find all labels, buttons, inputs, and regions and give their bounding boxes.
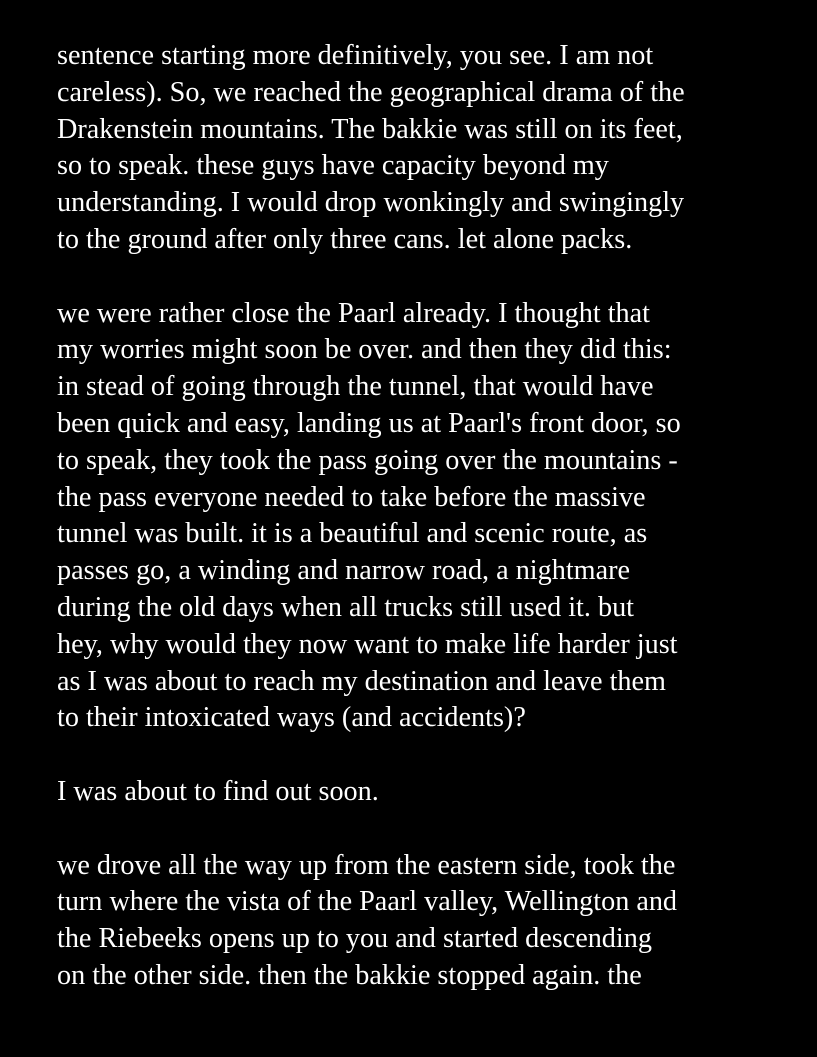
paragraph-gap [57, 737, 797, 774]
text-line: we were rather close the Paarl already. I thought that [57, 297, 650, 329]
paragraph-gap [57, 259, 797, 296]
text-line: passes go, a winding and narrow road, a nightmare [57, 555, 630, 587]
paragraph [57, 774, 797, 811]
paragraph [57, 38, 797, 259]
text-line: been quick and easy, landing us at Paarl's front door, so [57, 407, 681, 439]
text-line: as I was about to reach my destination and leave them [57, 665, 666, 697]
text-line: to speak, they took the pass going over the mountains - [57, 444, 678, 476]
paragraph [57, 848, 797, 995]
paragraph-gap [57, 811, 797, 848]
text-line: careless). So, we reached the geographical drama of the [57, 76, 685, 108]
text-line: to their intoxicated ways (and accidents)? [57, 702, 526, 734]
text-line: we drove all the way up from the eastern side, took the [57, 849, 676, 881]
text-line: tunnel was built. it is a beautiful and scenic route, as [57, 518, 648, 550]
text-line: sentence starting more definitively, you see. I am not [57, 40, 654, 71]
story-text [57, 38, 797, 995]
text-line: to the ground after only three cans. let alone packs. [57, 223, 633, 255]
text-line: hey, why would they now want to make life harder just [57, 628, 678, 660]
paragraph [57, 296, 797, 738]
text-line: in stead of going through the tunnel, that would have [57, 371, 654, 403]
text-line: Drakenstein mountains. The bakkie was still on its feet, [57, 113, 683, 145]
text-line: the Riebeeks opens up to you and started descending [57, 923, 652, 955]
text-line: on the other side. then the bakkie stopped again. the [57, 959, 642, 991]
text-line: turn where the vista of the Paarl valley, Wellington and [57, 886, 678, 918]
text-line: during the old days when all trucks still used it. but [57, 591, 634, 623]
text-line: I was about to find out soon. [57, 775, 379, 807]
text-line: the pass everyone needed to take before the massive [57, 481, 646, 513]
text-line: understanding. I would drop wonkingly and swingingly [57, 187, 685, 219]
text-line: so to speak. these guys have capacity beyond my [57, 150, 609, 182]
text-line: my worries might soon be over. and then they did this: [57, 334, 672, 366]
